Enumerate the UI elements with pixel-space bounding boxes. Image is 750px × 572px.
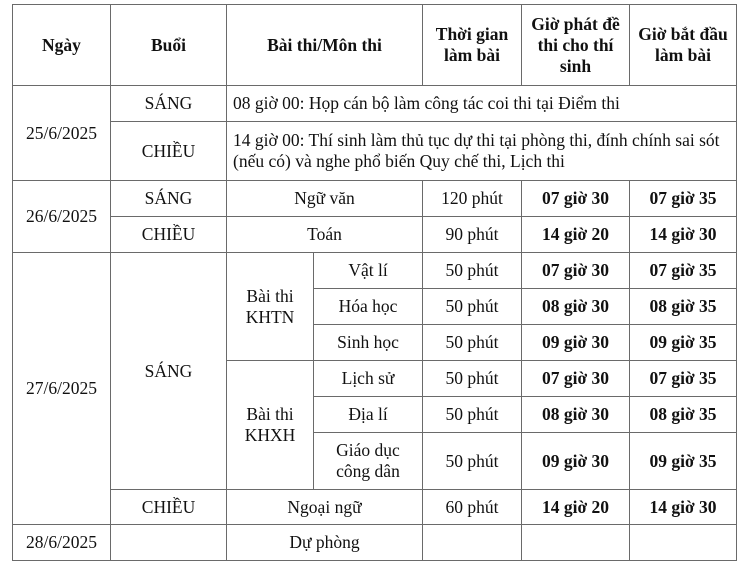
table-row: [13, 253, 737, 289]
note-cell: 14 giờ 00: Thí sinh làm thủ tục dự thi tại phòng thi, đính chính sai sót (nếu có) và nghe phổ biến Quy chế thi, Lịch thi: [227, 122, 737, 181]
subject-cell: Toán: [227, 217, 423, 253]
date-cell: 27/6/2025: [13, 253, 111, 525]
duration-cell: 50 phút: [423, 253, 522, 289]
session-cell: CHIỀU: [111, 122, 227, 181]
subject-cell: Sinh học: [314, 325, 423, 361]
subject-cell: Ngoại ngữ: [227, 490, 423, 525]
start-cell: 07 giờ 35: [630, 361, 737, 397]
start-cell: 07 giờ 35: [630, 253, 737, 289]
start-cell: 14 giờ 30: [630, 217, 737, 253]
header-row: [13, 5, 737, 86]
table-row: [13, 217, 737, 253]
group-cell: Bài thi KHTN: [227, 253, 314, 361]
session-cell: CHIỀU: [111, 217, 227, 253]
start-cell: 14 giờ 30: [630, 490, 737, 525]
date-cell: 25/6/2025: [13, 86, 111, 181]
duration-cell: 90 phút: [423, 217, 522, 253]
header-duration: Thời gian làm bài: [423, 5, 522, 86]
subject-cell: Ngữ văn: [227, 181, 423, 217]
start-cell: 09 giờ 35: [630, 325, 737, 361]
distribute-cell: 08 giờ 30: [522, 397, 630, 433]
subject-cell: Hóa học: [314, 289, 423, 325]
distribute-cell: 07 giờ 30: [522, 253, 630, 289]
header-distribute-time: Giờ phát đề thi cho thí sinh: [522, 5, 630, 86]
session-cell: SÁNG: [111, 181, 227, 217]
subject-cell: Dự phòng: [227, 525, 423, 561]
table-row: [13, 181, 737, 217]
start-cell: 08 giờ 35: [630, 397, 737, 433]
header-session: Buổi: [111, 5, 227, 86]
duration-cell: 50 phút: [423, 361, 522, 397]
duration-cell: 50 phút: [423, 325, 522, 361]
duration-cell: 50 phút: [423, 397, 522, 433]
duration-cell: 50 phút: [423, 289, 522, 325]
header-start-time: Giờ bắt đầu làm bài: [630, 5, 737, 86]
table-row: [13, 490, 737, 525]
start-cell: [630, 525, 737, 561]
distribute-cell: 07 giờ 30: [522, 361, 630, 397]
distribute-cell: 14 giờ 20: [522, 490, 630, 525]
start-cell: 09 giờ 35: [630, 433, 737, 490]
subject-cell: Giáo dục công dân: [314, 433, 423, 490]
distribute-cell: 09 giờ 30: [522, 325, 630, 361]
exam-schedule-table: [12, 4, 737, 561]
note-cell: 08 giờ 00: Họp cán bộ làm công tác coi thi tại Điểm thi: [227, 86, 737, 122]
date-cell: 28/6/2025: [13, 525, 111, 561]
distribute-cell: 14 giờ 20: [522, 217, 630, 253]
subject-cell: Vật lí: [314, 253, 423, 289]
session-cell: CHIỀU: [111, 490, 227, 525]
subject-cell: Lịch sử: [314, 361, 423, 397]
session-cell: [111, 525, 227, 561]
session-cell: SÁNG: [111, 253, 227, 490]
start-cell: 07 giờ 35: [630, 181, 737, 217]
duration-cell: 60 phút: [423, 490, 522, 525]
header-subject: Bài thi/Môn thi: [227, 5, 423, 86]
table-row: [13, 122, 737, 181]
duration-cell: [423, 525, 522, 561]
distribute-cell: 09 giờ 30: [522, 433, 630, 490]
session-cell: SÁNG: [111, 86, 227, 122]
subject-cell: Địa lí: [314, 397, 423, 433]
distribute-cell: 07 giờ 30: [522, 181, 630, 217]
duration-cell: 50 phút: [423, 433, 522, 490]
table-row: [13, 86, 737, 122]
distribute-cell: 08 giờ 30: [522, 289, 630, 325]
distribute-cell: [522, 525, 630, 561]
duration-cell: 120 phút: [423, 181, 522, 217]
group-cell: Bài thi KHXH: [227, 361, 314, 490]
table-row: [13, 525, 737, 561]
date-cell: 26/6/2025: [13, 181, 111, 253]
start-cell: 08 giờ 35: [630, 289, 737, 325]
header-date: Ngày: [13, 5, 111, 86]
